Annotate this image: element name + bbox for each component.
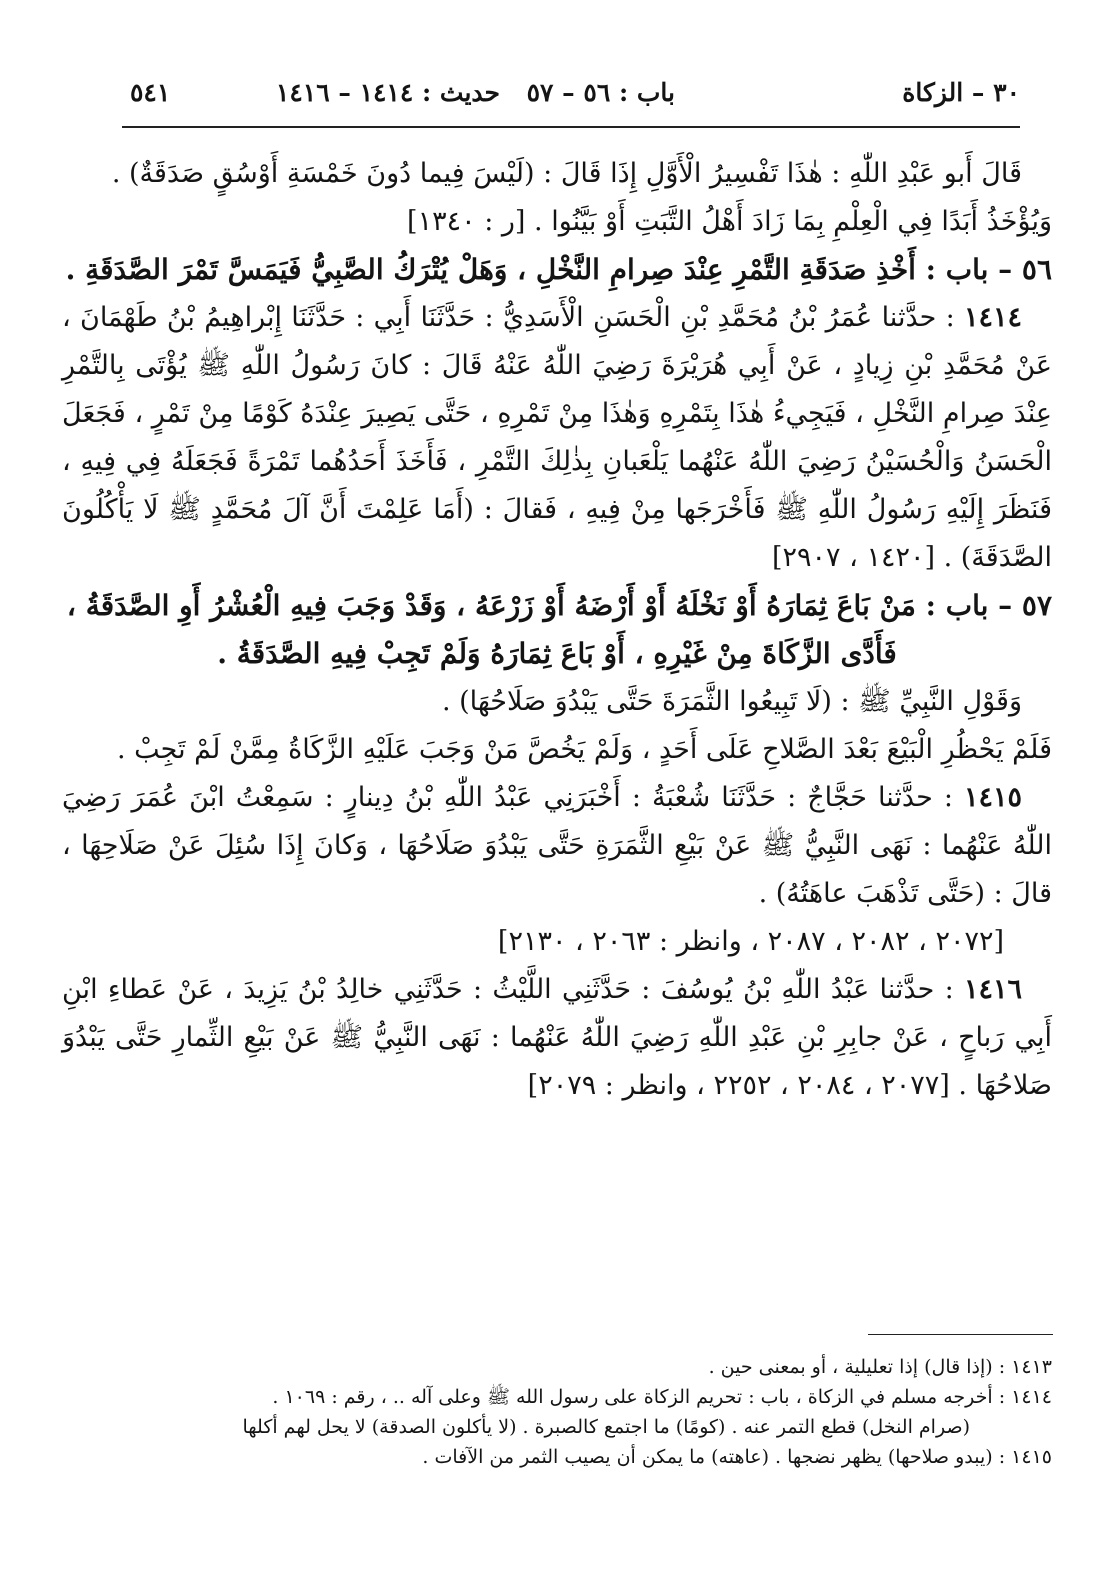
main-text bbox=[62, 150, 1052, 1110]
bab-56-heading: ٥٦ – باب : أَخْذِ صَدَقَةِ التَّمْرِ عِنْدَ صِرامِ النَّخْلِ ، وَهَلْ يُتْرَكُ الصَّبِيُّ فَيَمَسَّ تَمْرَ الصَّدَقَةِ . bbox=[65, 253, 1052, 286]
footnote-1413: ١٤١٣ : (إذا قال) إذا تعليلية ، أو بمعنى حين . bbox=[708, 1356, 1052, 1378]
hadith-1415 bbox=[62, 774, 1052, 966]
footnote-1415: ١٤١٥ : (يبدو صلاحها) يظهر نضجها . (عاهته) ما يمكن أن يصيب الثمر من الآفات . bbox=[422, 1446, 1052, 1468]
footnote-rule bbox=[868, 1334, 1053, 1335]
hadith-text: : حدَّثنا حَجَّاجٌ : حَدَّثَنَا شُعْبَةُ : أَخْبَرَنِي عَبْدُ اللّٰهِ بْنُ دِينارٍ : سَمِعْتُ ابْنَ عُمَرَ رَضِيَ اللّٰهُ عَنْهُما : نَهَى النَّبِيُّ ﷺ عَنْ بَيْعِ الثَّمَرَةِ حَتَّى يَبْدُوَ صَلَاحُهَا ، وَكانَ إِذَا سُئِلَ عَنْ صَلَاحِهَا ، قالَ : (حَتَّى تَذْهَبَ عاهَتُهُ) . bbox=[62, 782, 1052, 909]
footnotes bbox=[62, 1352, 1052, 1472]
chapter-title: ٣٠ – الزكاة bbox=[902, 78, 1020, 107]
hadith-refs: [٢٠٧٧ ، ٢٠٨٤ ، ٢٢٥٢ ، وانظر : ٢٠٧٩] bbox=[527, 1070, 950, 1101]
bab-57-heading-line-2: فَأَدَّى الزَّكَاةَ مِنْ غَيْرِهِ ، أَوْ بَاعَ ثِمَارَهُ وَلَمْ تَجِبْ فِيهِ الصَّدَقَةُ . bbox=[217, 637, 897, 670]
header-rule bbox=[122, 126, 1020, 128]
intro-line-2: وَيُؤْخَذُ أَبَدًا فِي الْعِلْمِ بِمَا زَادَ أَهْلُ التَّبَتِ أَوْ بَيَّنُوا . [ر : ١٣٤٠] bbox=[407, 206, 1052, 237]
bab-57-line-2: فَلَمْ يَحْظُرِ الْبَيْعَ بَعْدَ الصَّلاحِ عَلَى أَحَدٍ ، وَلَمْ يَخُصَّ مَنْ وَجَبَ عَلَيْهِ الزَّكَاةُ مِمَّنْ لَمْ تَجِبْ . bbox=[116, 734, 1052, 765]
hadith-number: ١٤١٦ bbox=[963, 974, 1022, 1005]
hadith-number: ١٤١٥ bbox=[963, 782, 1022, 813]
bab-57-line-1: وَقَوْلِ النَّبِيِّ ﷺ : (لَا تَبِيعُوا الثَّمَرَةَ حَتَّى يَبْدُوَ صَلَاحُهَا) . bbox=[441, 686, 1022, 717]
bab-57-heading-line-1: ٥٧ – باب : مَنْ بَاعَ ثِمَارَهُ أَوْ نَخْلَهُ أَوْ أَرْضَهُ أَوْ زَرْعَهُ ، وَقَدْ وَجَبَ فِيهِ الْعُشْرُ أَوِ الصَّدَقَةُ ، bbox=[66, 589, 1052, 622]
running-header bbox=[122, 74, 1020, 114]
hadith-refs: [٢٠٧٢ ، ٢٠٨٢ ، ٢٠٨٧ ، وانظر : ٢٠٦٣ ، ٢١٣٠] bbox=[497, 926, 1004, 957]
footnote-1414: ١٤١٤ : أخرجه مسلم في الزكاة ، باب : تحريم الزكاة على رسول الله ﷺ وعلى آله .. ، رقم : ١٠٦٩ . bbox=[272, 1386, 1052, 1408]
intro-line-1: قَالَ أَبو عَبْدِ اللّٰهِ : هٰذَا تَفْسِيرُ الْأَوَّلِ إِذَا قَالَ : (لَيْسَ فِيما دُونَ خَمْسَةِ أَوْسُقٍ صَدَقَةٌ) . bbox=[111, 158, 1022, 189]
bab-range: باب : ٥٦ – ٥٧ bbox=[526, 78, 675, 107]
hadith-range: حديث : ١٤١٤ – ١٤١٦ bbox=[275, 78, 500, 107]
hadith-1414 bbox=[62, 294, 1052, 582]
page-number: ٥٤١ bbox=[130, 78, 171, 107]
hadith-text: : حدَّثنا عَبْدُ اللّٰهِ بْنُ يُوسُفَ : حَدَّثَنِي اللَّيْثُ : حَدَّثَنِي خالِدُ بْنُ يَزِيدَ ، عَنْ عَطاءِ ابْنِ أَبِي رَباحٍ ، عَنْ جابِرِ بْنِ عَبْدِ اللّٰهِ رَضِيَ اللّٰهُ عَنْهُما : نَهَى النَّبِيُّ ﷺ عَنْ بَيْعِ الثِّمارِ حَتَّى يَبْدُوَ صَلاحُهَا . bbox=[62, 974, 1052, 1101]
hadith-1416 bbox=[62, 966, 1052, 1110]
hadith-refs: [١٤٢٠ ، ٢٩٠٧] bbox=[771, 542, 935, 573]
hadith-number: ١٤١٤ bbox=[963, 302, 1022, 333]
hadith-text: : حدَّثنا عُمَرُ بْنُ مُحَمَّدِ بْنِ الْحَسَنِ الْأَسَدِيُّ : حَدَّثَنَا أَبِي : حَدَّثَنَا إِبْراهِيمُ بْنُ طَهْمَانَ ، عَنْ مُحَمَّدِ بْنِ زِيادٍ ، عَنْ أَبِي هُرَيْرَةَ رَضِيَ اللّٰهُ عَنْهُ قَالَ : كانَ رَسُولُ اللّٰهِ ﷺ يُؤْتَى بِالتَّمْرِ عِنْدَ صِرامِ النَّخْلِ ، فَيَجِيءُ هٰذَا بِتَمْرِهِ وَهٰذَا مِنْ تَمْرِهِ ، حَتَّى يَصِيرَ عِنْدَهُ كَوْمًا مِنْ تَمْرٍ ، فَجَعَلَ الْحَسَنُ وَالْحُسَيْنُ رَضِيَ اللّٰهُ عَنْهُما يَلْعَبانِ بِذٰلِكَ التَّمْرِ ، فَأَخَذَ أَحَدُهُما تَمْرَةً فَجَعَلَهُ فِي فِيهِ ، فَنَظَرَ إِلَيْهِ رَسُولُ اللّٰهِ ﷺ فَأَخْرَجَها مِنْ فِيهِ ، فَقالَ : (أَمَا عَلِمْتَ أَنَّ آلَ مُحَمَّدٍ ﷺ لَا يَأْكُلُونَ الصَّدَقَةَ) . bbox=[62, 302, 1052, 573]
bab-57-heading bbox=[62, 582, 1052, 678]
footnote-1414-continued: (صرام النخل) قطع التمر عنه . (كومًا) ما اجتمع كالصبرة . (لا يأكلون الصدقة) لا يحل لهم أكلها bbox=[242, 1416, 970, 1438]
